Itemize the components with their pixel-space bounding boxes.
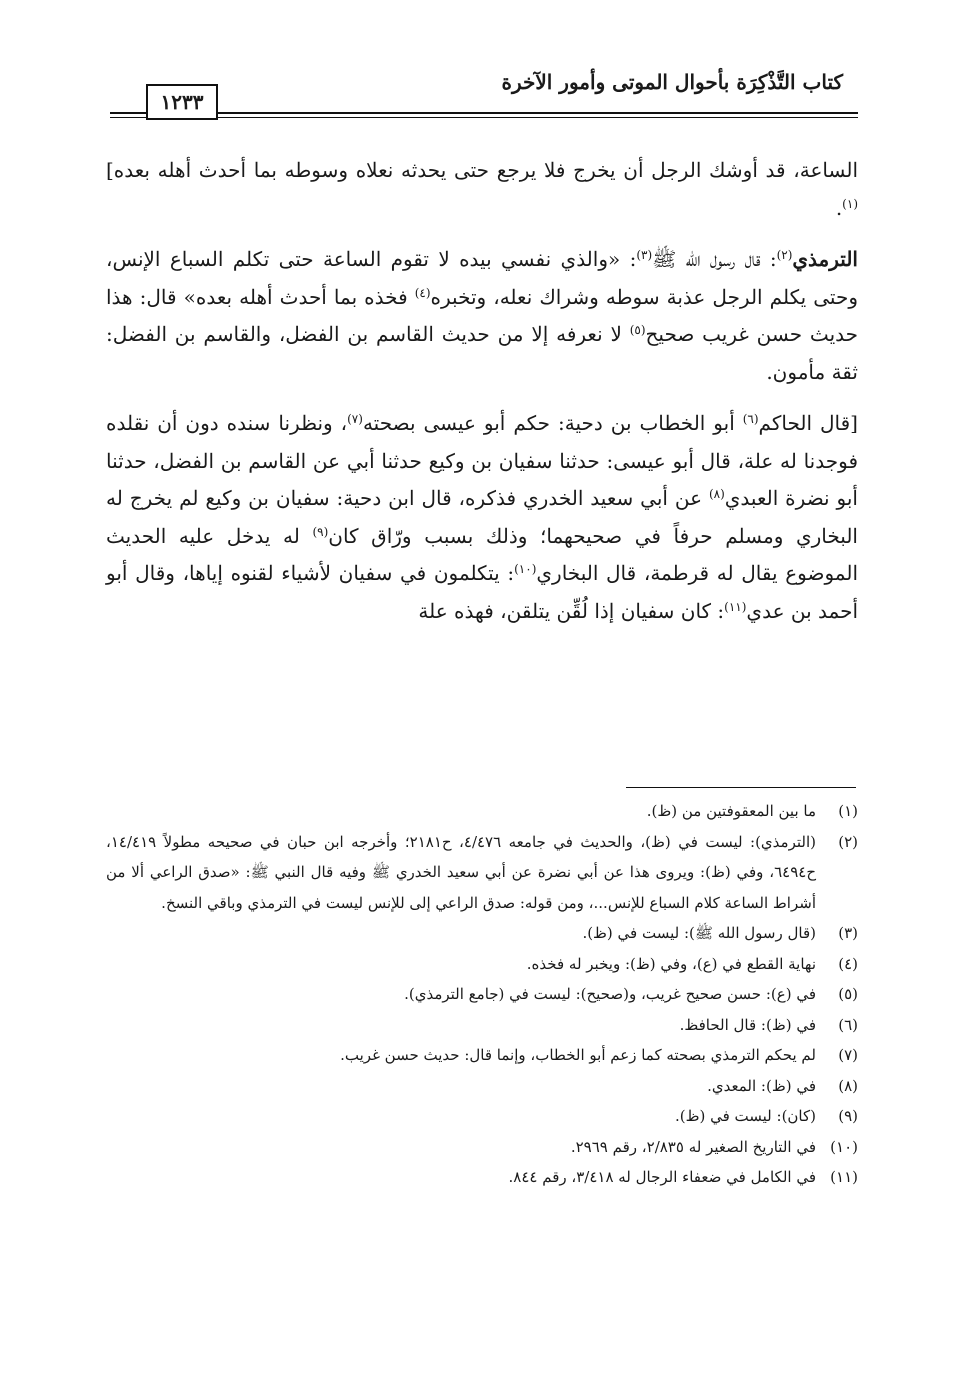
p2-text-c: فخذه بما أحدث أهله بعده» قال: هذا حديث حسن غريب صحيح	[106, 284, 858, 346]
footnote-11	[106, 1162, 858, 1193]
header-rule-thick	[110, 112, 858, 114]
paragraph-2	[106, 241, 858, 391]
tirmidhi-heading: الترمذي	[792, 247, 858, 271]
p2-text-d: لا نعرفه إلا من حديث القاسم بن الفضل، والقاسم بن الفضل: ثقة مأمون.	[106, 322, 858, 384]
footnote-text: في (ع): حسن صحيح غريب، و(صحيح): ليست في (جامع الترمذي).	[404, 985, 816, 1003]
p3-text-b: أبو الخطاب بن دحية: حكم أبو عيسى بصحته	[362, 411, 743, 435]
footnote-ref-6: (٦)	[742, 412, 759, 426]
footnotes	[106, 796, 858, 1193]
p2-text-a: : قال رسول الله ﷺ	[652, 247, 777, 271]
footnote-number: (٥)	[838, 985, 858, 1003]
footnote-ref-7: (٧)	[347, 412, 363, 426]
footnote-text: ما بين المعقوفتين من (ظ).	[646, 802, 816, 820]
footnote-text: (الترمذي): ليست في (ظ)، والحديث في جامعه ٤/٤٧٦، ح٢١٨١؛ وأخرجه ابن حبان في صحيحه مطولاً ١٤/٤١٩، ح٦٤٩٤، وفي (ظ): ويروى هذا عن أبي نضرة عن أبي سعيد الخدري ﷺ وفيه قال النبي ﷺ: «صدق الراعي ألا من أشراط الساعة كلام السباع للإنس...، ومن قوله: صدق الراعي إلى للإنس ليست في الترمذي وباقي النسخ.	[106, 832, 816, 912]
p3-text-a: [قال الحاكم	[758, 411, 858, 435]
footnote-ref-4: (٤)	[414, 285, 431, 300]
footnote-number: (٩)	[838, 1107, 858, 1125]
footnote-ref-1: (١)	[842, 196, 858, 211]
footnote-number: (٧)	[838, 1046, 858, 1064]
footnote-number: (١٠)	[830, 1137, 858, 1156]
footnote-text: في (ظ): المعدي.	[707, 1076, 816, 1095]
p1-text: الساعة، قد أوشك الرجل أن يخرج فلا يرجع حتى يحدثه نعلاه وسوطه بما أحدث أهله بعده]	[106, 158, 858, 182]
footnote-1	[106, 796, 858, 827]
p3-text-g: : كان سفيان إذا لُقِّن يتلقن، فهذه علة	[418, 598, 725, 623]
paragraph-1	[106, 152, 858, 227]
footnote-text: (قال رسول الله ﷺ): ليست في (ظ).	[582, 924, 816, 942]
footnote-text: لم يحكم الترمذي بصحته كما زعم أبو الخطاب، وإنما قال: حديث حسن غريب.	[340, 1046, 816, 1064]
footnote-number: (٢)	[838, 832, 858, 851]
footnote-number: (٤)	[838, 954, 858, 973]
p3-text-c: ، ونظرنا سنده دون أن نقلده فوجدنا له علة، قال أبو عيسى: حدثنا سفيان بن وكيع حدثنا أبي عن القاسم بن الفضل، حدثنا أبو نضرة العبدي	[106, 411, 858, 510]
main-text	[106, 152, 858, 644]
footnote-8	[106, 1071, 858, 1102]
footnote-text: (كان): ليست في (ظ).	[674, 1107, 816, 1125]
footnote-text: نهاية القطع في (ع)، وفي (ظ): ويخبر له فخذه.	[526, 954, 816, 973]
footnote-ref-2: (٢)	[776, 248, 793, 262]
footnote-10	[106, 1132, 858, 1163]
footnote-separator	[626, 787, 856, 788]
p3-text-f: : يتكلمون في سفيان لأشياء لقنوه إياها، وقال أبو أحمد بن عدي	[106, 561, 858, 623]
footnote-7	[106, 1040, 858, 1071]
footnote-ref-10: (١٠)	[514, 562, 537, 576]
footnote-number: (١)	[838, 802, 858, 820]
footnote-ref-11: (١١)	[724, 599, 747, 614]
footnote-ref-8: (٨)	[708, 487, 725, 501]
footnote-5	[106, 979, 858, 1010]
footnote-6	[106, 1010, 858, 1041]
footnote-ref-3: (٣)	[636, 248, 653, 262]
p3-text-d: عن أبي سعيد الخدري فذكره، قال ابن دحية: سفيان بن وكيع لم يخرج له البخاري ومسلم حرفاً في صحيحهما؛ وذلك بسبب ورّاق كان	[106, 486, 858, 548]
footnote-number: (١١)	[830, 1168, 858, 1186]
footnote-number: (٨)	[838, 1076, 858, 1095]
footnote-9	[106, 1101, 858, 1132]
footnote-text: في الكامل في ضعفاء الرجال له ٣/٤١٨، رقم ٨٤٤.	[508, 1168, 816, 1186]
header-rule-thin	[110, 117, 858, 118]
footnote-number: (٦)	[838, 1015, 858, 1034]
p1-end: .	[835, 195, 843, 220]
footnote-ref-9: (٩)	[312, 524, 329, 539]
footnote-ref-5: (٥)	[629, 323, 646, 337]
running-title: كتاب التَّذْكِرَة بأحوال الموتى وأمور الآخرة	[501, 70, 843, 94]
footnote-text: في (ظ): قال الحافظ.	[679, 1015, 816, 1034]
footnote-2	[106, 827, 858, 919]
footnote-number: (٣)	[838, 924, 858, 942]
footnote-3	[106, 918, 858, 949]
footnote-4	[106, 949, 858, 980]
p3-text-e: له يدخل عليه الحديث الموضوع يقال له قرطمة، قال البخاري	[106, 523, 858, 585]
paragraph-3	[106, 405, 858, 630]
footnote-text: في التاريخ الصغير له ٢/٨٣٥، رقم ٢٩٦٩.	[570, 1137, 816, 1156]
page-number: ١٢٣٣	[146, 84, 218, 120]
p2-text-b: : «والذي نفسي بيده لا تقوم الساعة حتى تكلم السباع الإنس، وحتى يكلم الرجل عذبة سوطه وشراك نعله، وتخبره	[106, 247, 858, 309]
